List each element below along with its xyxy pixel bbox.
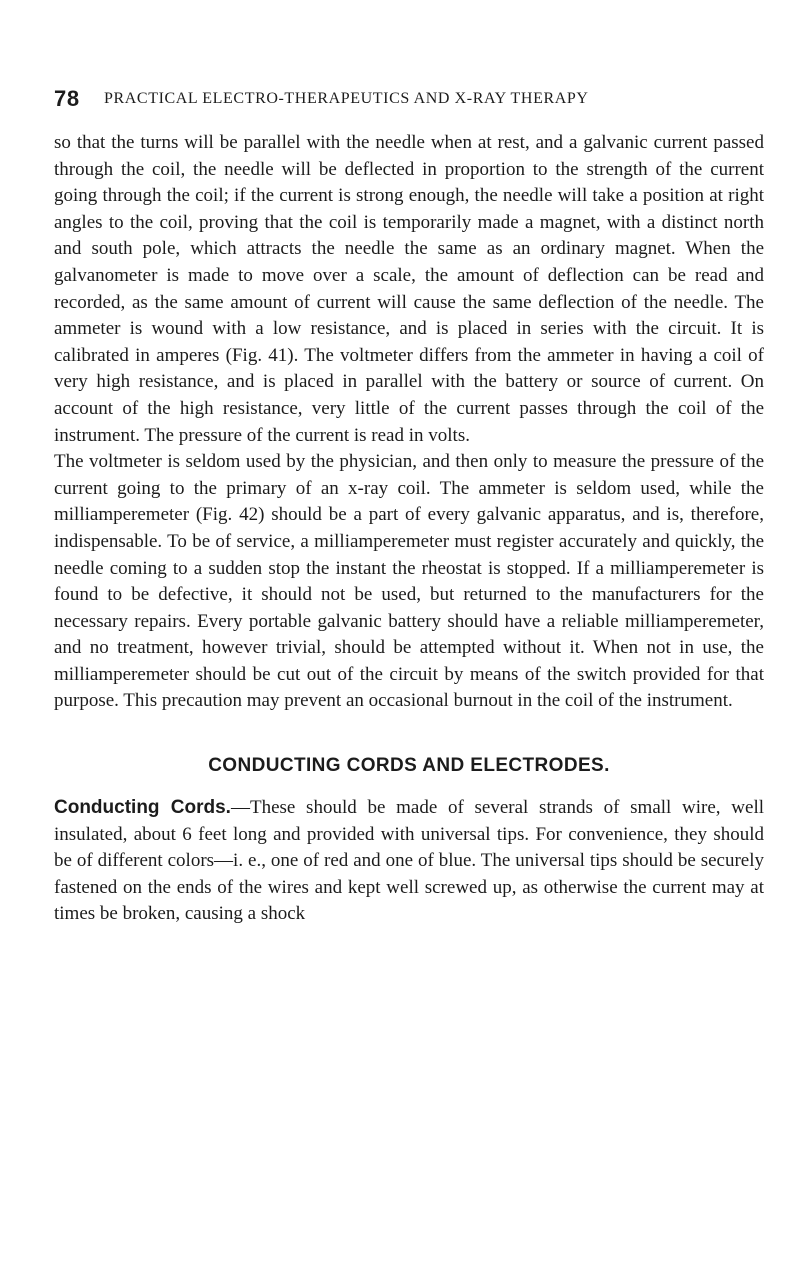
run-in-heading: Conducting Cords. [54, 797, 231, 819]
paragraph-voltmeter: The voltmeter is seldom used by the physician, and then only to measure the pressure of the current going to the primary of an x-ray coil. The ammeter is seldom used, while the milliamperemeter (Fig. 42) should be a part of every galvanic apparatus, and is, therefore, indispensable. To be of service, a milliamperemeter must register accurately and quickly, the needle coming to a sudden stop the instant the rheostat is stopped. If a milliamperemeter is found to be defective, it should not be used, but returned to the manufacturers for the necessary repairs. Every portable galvanic battery should have a reliable milliamperemeter, and no treatment, however trivial, should be attempted without it. When not in use, the milliamperemeter should be cut out of the circuit by means of the switch provided for that purpose. This precaution may prevent an occasional burnout in the coil of the instrument. [54, 451, 764, 712]
book-page [54, 86, 764, 928]
paragraph-conducting-cords-text: —These should be made of several strands of small wire, well insulated, about 6 feet long and provided with universal tips. For convenience, they should be of different colors—i. e., one of red and one of blue. The universal tips should be securely fastened on the ends of the wires and kept well screwed up, as otherwise the current may at times be broken, causing a shock [54, 797, 764, 925]
page-number: 78 [54, 86, 80, 111]
paragraph-galvanometer: so that the turns will be parallel with the needle when at rest, and a galvanic current passed through the coil, the needle will be deflected in proportion to the strength of the current going through the coil; if the current is strong enough, the needle will take a position at right angles to the coil, proving that the coil is temporarily made a magnet, with a distinct north and south pole, which attracts the needle the same as an ordinary magnet. When the galvanometer is made to move over a scale, the amount of deflection can be read and recorded, as the same amount of current will cause the same deflection of the needle. The ammeter is wound with a low resistance, and is placed in series with the circuit. It is calibrated in amperes (Fig. 41). The voltmeter differs from the ammeter in having a coil of very high resistance, and is placed in parallel with the battery or source of current. On account of the high resistance, very little of the current passes through the coil of the instrument. The pressure of the current is read in volts. [54, 132, 764, 446]
section-heading: CONDUCTING CORDS AND ELECTRODES. [208, 755, 610, 777]
paragraph-conducting-cords [54, 795, 764, 928]
body-text [54, 130, 764, 928]
running-title: PRACTICAL ELECTRO-THERAPEUTICS AND X-RAY THERAPY [104, 90, 589, 107]
running-head [54, 86, 764, 116]
